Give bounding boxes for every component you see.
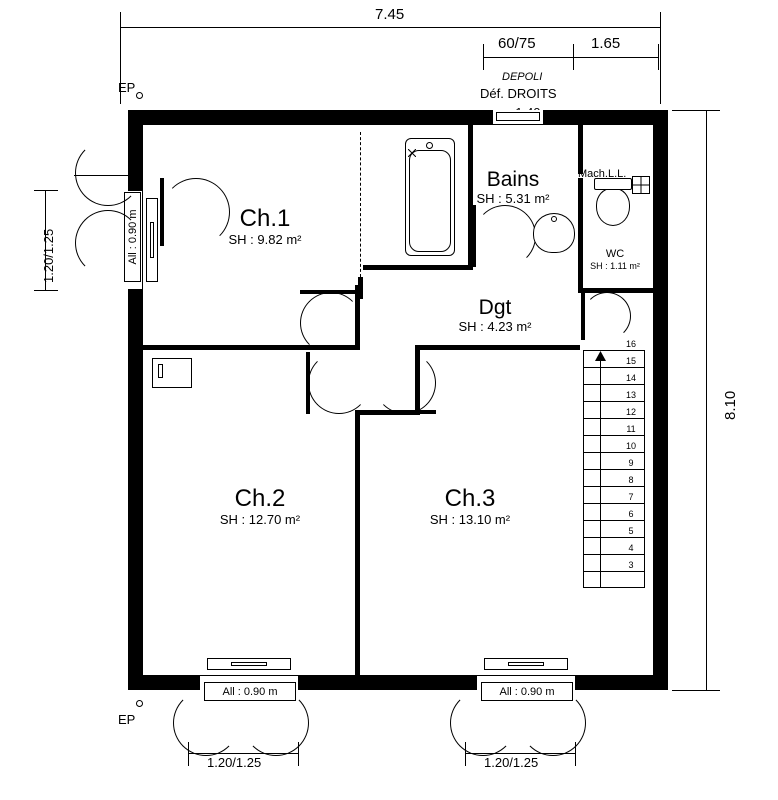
room-name: WC [605,248,625,260]
partition-dashed-ch1 [360,132,361,277]
stair-number: 10 [625,441,636,451]
room-area: SH : 12.70 m² [219,511,301,527]
stair-step [583,401,645,402]
label-depoli: DEPOLI [502,71,543,83]
dimension-top-overall: 7.45 [375,6,405,23]
room-label-wc [578,248,652,271]
dimension-tick [672,110,720,111]
label-ep-top: EP [118,80,136,95]
window-label-left: All : 0.90 m [124,192,141,282]
stair-step [583,503,645,504]
dimension-right-overall: 8.10 [722,390,739,420]
stair-direction-line [600,352,601,588]
dimension-tick [672,690,720,691]
door-swing-wc [583,292,631,340]
room-area: SH : 1.11 m² [590,260,640,271]
partition-dgt-bottom-right [420,345,580,350]
window-sash-top [496,112,540,121]
dimension-left-window: 1.20/1.25 [41,228,56,283]
dimension-line-right [706,110,707,690]
door-leaf-dgt-ch1 [300,290,362,294]
door-swing-dgt-ch1 [300,292,362,354]
dimension-line-top-overall [120,27,660,28]
stair-number: 7 [628,492,634,502]
partition-wc-bottom [578,288,656,293]
stair-step [583,469,645,470]
room-label-dgt [435,296,555,335]
door-leaf-ch2 [306,352,310,414]
washbasin-tap [551,216,557,222]
door-swing-ch3 [374,352,436,414]
window-sash-detail [231,662,267,666]
stair-number: 6 [628,509,634,519]
partition-wc-left-lower [578,178,583,293]
room-name: Ch.2 [234,485,286,512]
stair-step [583,554,645,555]
room-label-ch1 [195,205,335,248]
room-area: SH : 13.10 m² [429,511,511,527]
room-name: Ch.3 [444,485,496,512]
stair-step [583,520,645,521]
door-swing-guide [74,175,142,176]
room-name: Dgt [478,296,512,319]
ep-symbol-bottom [136,700,143,707]
partition-ch2-ch3 [355,410,360,676]
stair-direction-arrow [595,348,606,366]
stair-number: 12 [625,407,636,417]
bathtub-tap-icon [408,144,416,152]
door-leaf-wc [581,292,585,340]
door-leaf-ch1 [160,178,164,246]
dimension-tick [34,290,58,291]
room-area: SH : 9.82 m² [228,231,302,247]
stair-step [583,384,645,385]
door-leaf-ch3 [374,410,436,414]
stair-number: 4 [628,543,634,553]
stair-number: 3 [628,560,634,570]
door-swing-ch2 [308,352,370,414]
door-swing-exterior-left-1 [75,140,141,206]
door-swing-exterior-bottom-4 [520,690,586,756]
door-leaf-bains [472,205,476,267]
stair-step [583,571,645,572]
partition-bains-bottom [363,265,473,270]
toilet-bowl [596,188,630,226]
closet-detail-inner [158,364,163,378]
stair-step [583,452,645,453]
stair-number: 16 [625,339,636,349]
room-name: Ch.1 [239,205,291,232]
label-machine: Mach.L.L. [578,168,627,180]
dimension-bottom-window-1: 1.20/1.25 [207,755,262,770]
dimension-tick [483,44,484,70]
room-name: Bains [486,168,540,191]
stair-number: 15 [625,356,636,366]
stair-number: 9 [628,458,634,468]
room-label-ch2 [180,485,340,528]
window-label-bottom-1: All : 0.90 m [204,682,296,701]
bathtub-drain [426,142,433,149]
stair-number: 13 [625,390,636,400]
exterior-wall-right [654,110,668,690]
dimension-tick [573,44,574,70]
ep-symbol-top [136,92,143,99]
dimension-top-left-segment: 60/75 [498,35,536,52]
dimension-tick [34,190,58,191]
stair-step [583,435,645,436]
door-swing-exterior-left-2 [75,210,141,276]
stair-step [583,367,645,368]
door-swing-exterior-bottom-2 [243,690,309,756]
room-label-bains [458,168,568,207]
window-sash-detail [508,662,544,666]
dimension-tick [660,12,661,104]
exterior-wall-top [128,110,668,124]
stair-number: 8 [628,475,634,485]
door-swing-bains [474,205,536,267]
window-label-bottom-2: All : 0.90 m [481,682,573,701]
door-swing-exterior-bottom-1 [173,690,239,756]
partition-wc-left-upper [578,124,583,174]
room-label-ch3 [390,485,550,528]
stair-step [583,418,645,419]
dimension-line-top-sub [483,57,658,58]
dimension-tick [658,44,659,70]
dimension-top-right-segment: 1.65 [591,35,621,52]
stair-number: 14 [625,373,636,383]
stair-number: 11 [626,424,636,434]
door-swing-exterior-bottom-3 [450,690,516,756]
room-area: SH : 4.23 m² [458,319,532,335]
stair-step [583,537,645,538]
label-def-droits: Déf. DROITS [480,86,557,101]
window-sash-detail [150,222,154,258]
dimension-bottom-window-2: 1.20/1.25 [484,755,539,770]
stair-number: 5 [628,526,634,536]
bathtub-inner [409,150,451,252]
label-ep-bottom: EP [118,712,136,727]
machine-symbol [632,176,650,194]
room-area: SH : 5.31 m² [476,191,550,207]
stair-step [583,486,645,487]
